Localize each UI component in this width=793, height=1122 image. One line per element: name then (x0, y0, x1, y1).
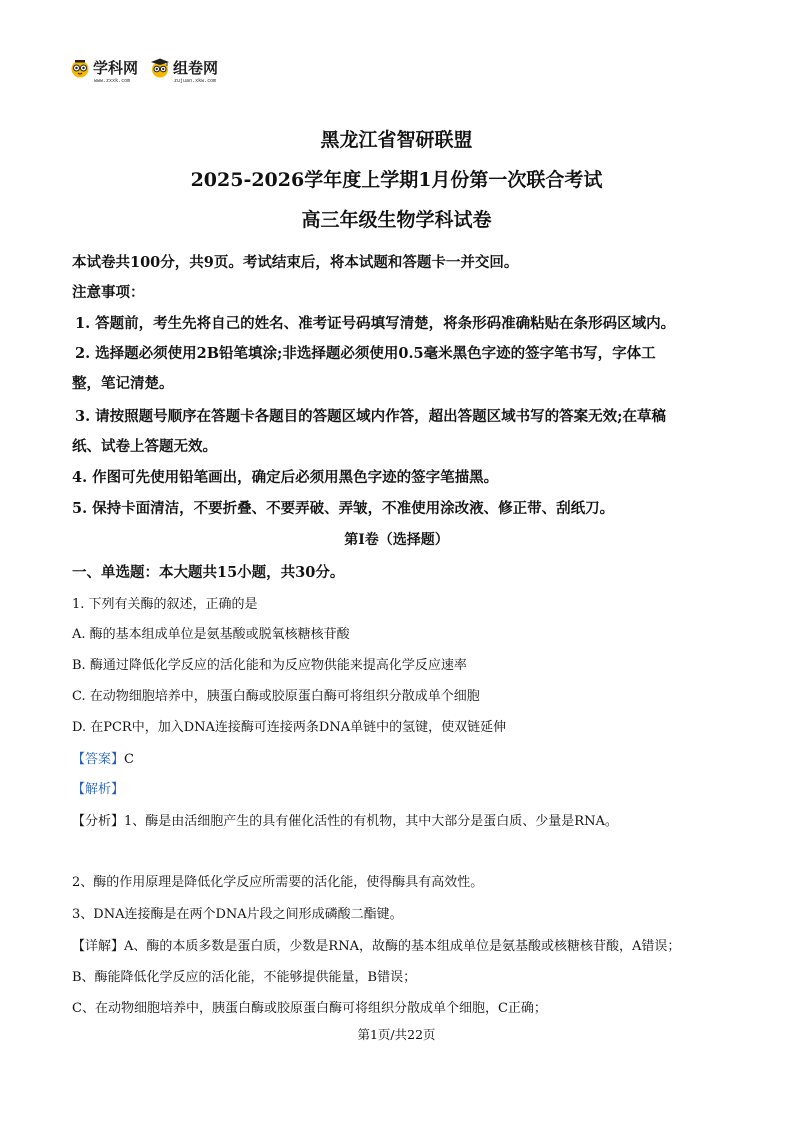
option-b: B. 酶通过降低化学反应的活化能和为反应物供能来提高化学反应速率 (72, 658, 467, 673)
owl-logo-icon (70, 58, 90, 78)
option-a: A. 酶的基本组成单位是氨基酸或脱氧核糖核苷酸 (72, 627, 350, 642)
logo-xuekewang[interactable] (70, 58, 138, 84)
logo-url: zujuan.xkw.com (174, 78, 217, 84)
answer-line (72, 751, 732, 769)
section-title: 一、单选题：本大题共15小题，共30分。 (72, 564, 345, 581)
fenxi-tag: 【分析】 (72, 814, 125, 829)
part-title: 第I卷（选择题） (344, 532, 449, 548)
question-stem: 1. 下列有关酶的叙述，正确的是 (72, 597, 258, 612)
detail-line: C、在动物细胞培养中，胰蛋白酶或胶原蛋白酶可将组织分散成单个细胞，C正确； (72, 1001, 547, 1016)
detail-line (72, 938, 732, 956)
detail-line: B、酶能降低化学反应的活化能，不能够提供能量，B错误； (72, 970, 417, 985)
option-d: D. 在PCR中，加入DNA连接酶可连接两条DNA单链中的氢键，使双链延伸 (72, 720, 507, 735)
detail-tag: 【详解】 (72, 939, 125, 954)
logo-name: 组卷网 (173, 59, 219, 77)
analysis-point: 2、酶的作用原理是降低化学反应所需要的活化能，使得酶具有高效性。 (72, 875, 484, 890)
option-c: C. 在动物细胞培养中，胰蛋白酶或胶原蛋白酶可将组织分散成单个细胞 (72, 689, 480, 704)
notice-heading: 注意事项： (72, 284, 145, 301)
header-logos (70, 58, 218, 84)
intro-text: 本试卷共100分，共9页。考试结束后，将本试题和答题卡一并交回。 (72, 254, 519, 271)
fenxi-text: 1、酶是由活细胞产生的具有催化活性的有机物，其中大部分是蛋白质、少量是RNA。 (124, 814, 618, 829)
exam-subject-title: 高三年级生物学科试卷 (301, 209, 492, 231)
answer-tag: 【答案】 (72, 752, 125, 767)
exam-org-title: 黑龙江省智研联盟 (320, 129, 473, 151)
analysis-point: 3、DNA连接酶是在两个DNA片段之间形成磷酸二酯键。 (72, 907, 403, 922)
answer-value: C (124, 752, 134, 767)
notice-item: 整，笔记清楚。 (72, 375, 174, 392)
notice-item: 纸、试卷上答题无效。 (72, 438, 217, 455)
notice-item: 1. 答题前，考生先将自己的姓名、准考证号码填写清楚，将条形码准确粘贴在条形码区域内。 (75, 315, 676, 332)
logo-name: 学科网 (93, 59, 139, 77)
detail-text: A、酶的本质多数是蛋白质，少数是RNA，故酶的基本组成单位是氨基酸或核糖核苷酸，A错误； (124, 939, 681, 954)
analysis-line (72, 781, 732, 799)
fenxi-line (72, 813, 732, 831)
analysis-tag: 【解析】 (72, 782, 125, 797)
logo-zujuanwang[interactable] (150, 58, 218, 84)
notice-item: 4. 作图可先使用铅笔画出，确定后必须用黑色字迹的签字笔描黑。 (72, 469, 499, 486)
notice-item: 2. 选择题必须使用2B铅笔填涂;非选择题必须使用0.5毫米黑色字迹的签字笔书写，字体工 (75, 345, 656, 362)
notice-item: 5. 保持卡面清洁，不要折叠、不要弄破、弄皱，不准使用涂改液、修正带、刮纸刀。 (72, 500, 615, 517)
page-number-footer: 第1页/共22页 (357, 1027, 436, 1042)
logo-url: www.zxxk.com (94, 78, 131, 84)
exam-name-title: 2025-2026学年度上学期1月份第一次联合考试 (190, 169, 603, 191)
owl-cap-logo-icon (150, 58, 170, 78)
notice-item: 3. 请按照题号顺序在答题卡各题目的答题区域内作答，超出答题区域书写的答案无效;在草稿 (75, 408, 667, 425)
